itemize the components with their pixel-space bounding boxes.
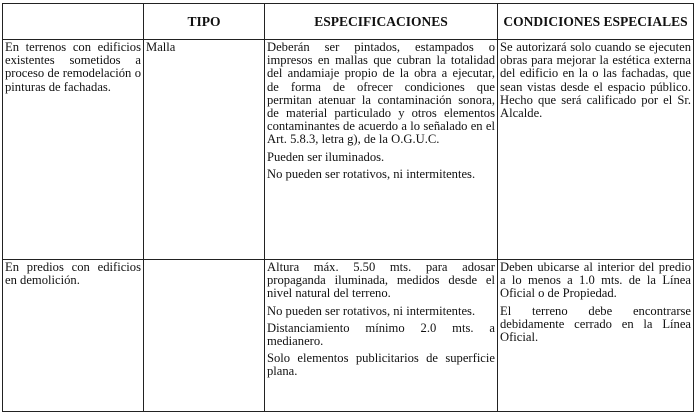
table-row [3, 260, 694, 412]
header-especificaciones: ESPECIFICACIONES [265, 4, 498, 40]
spec-paragraph: Deberán ser pintados, estampados o impresos en mallas que cubran la totalidad del andamiaje propio de la obra a ejecutar, de forma de ofrecer condiciones que permitan atenuar la contaminación sonora, de material particulado y otros elementos contaminantes de acuerdo a lo señalado en el Art. 5.8.3, letra g), de la O.G.U.C. [267, 40, 495, 147]
condition-paragraph: El terreno debe encontrarse debidamente cerrado en la Línea Oficial. [500, 303, 691, 345]
header-tipo: TIPO [144, 4, 265, 40]
condition-paragraph: Se autorizará solo cuando se ejecuten obras para mejorar la estética externa del edificio en la o las fachadas, que sean vistas desde el espacio público. Hecho que será calificado por el Sr. Alcalde. [500, 40, 691, 121]
spec-paragraph: No pueden ser rotativos, ni intermitentes. [267, 303, 476, 318]
cell-tipo: Malla [144, 40, 265, 260]
spec-paragraph: No pueden ser rotativos, ni intermitentes. [267, 166, 476, 181]
condition-paragraph: Deben ubicarse al interior del predio a lo menos a 1.0 mts. de la Línea Oficial o de Propiedad. [500, 260, 691, 301]
cell-tipo [144, 260, 265, 412]
spec-paragraph: Altura máx. 5.50 mts. para adosar propaganda iluminada, medidos desde el nivel natural del terreno. [267, 260, 495, 301]
spec-paragraph: Distanciamiento mínimo 2.0 mts. a medianero. [267, 320, 495, 349]
spec-paragraph: Solo elementos publicitarios de superficie plana. [267, 351, 495, 379]
regulation-table [2, 3, 694, 412]
header-situacion [3, 4, 144, 40]
table-header-row [3, 4, 694, 40]
table-row [3, 40, 694, 260]
header-condiciones: CONDICIONES ESPECIALES [498, 4, 694, 40]
cell-condiciones [498, 40, 694, 260]
cell-situacion: En predios con edificios en demolición. [3, 260, 144, 412]
cell-especificaciones [265, 260, 498, 412]
cell-situacion: En terrenos con edificios existentes sometidos a proceso de remodelación o pinturas de fachadas. [3, 40, 144, 260]
cell-condiciones [498, 260, 694, 412]
spec-paragraph: Pueden ser iluminados. [267, 149, 385, 164]
cell-especificaciones [265, 40, 498, 260]
